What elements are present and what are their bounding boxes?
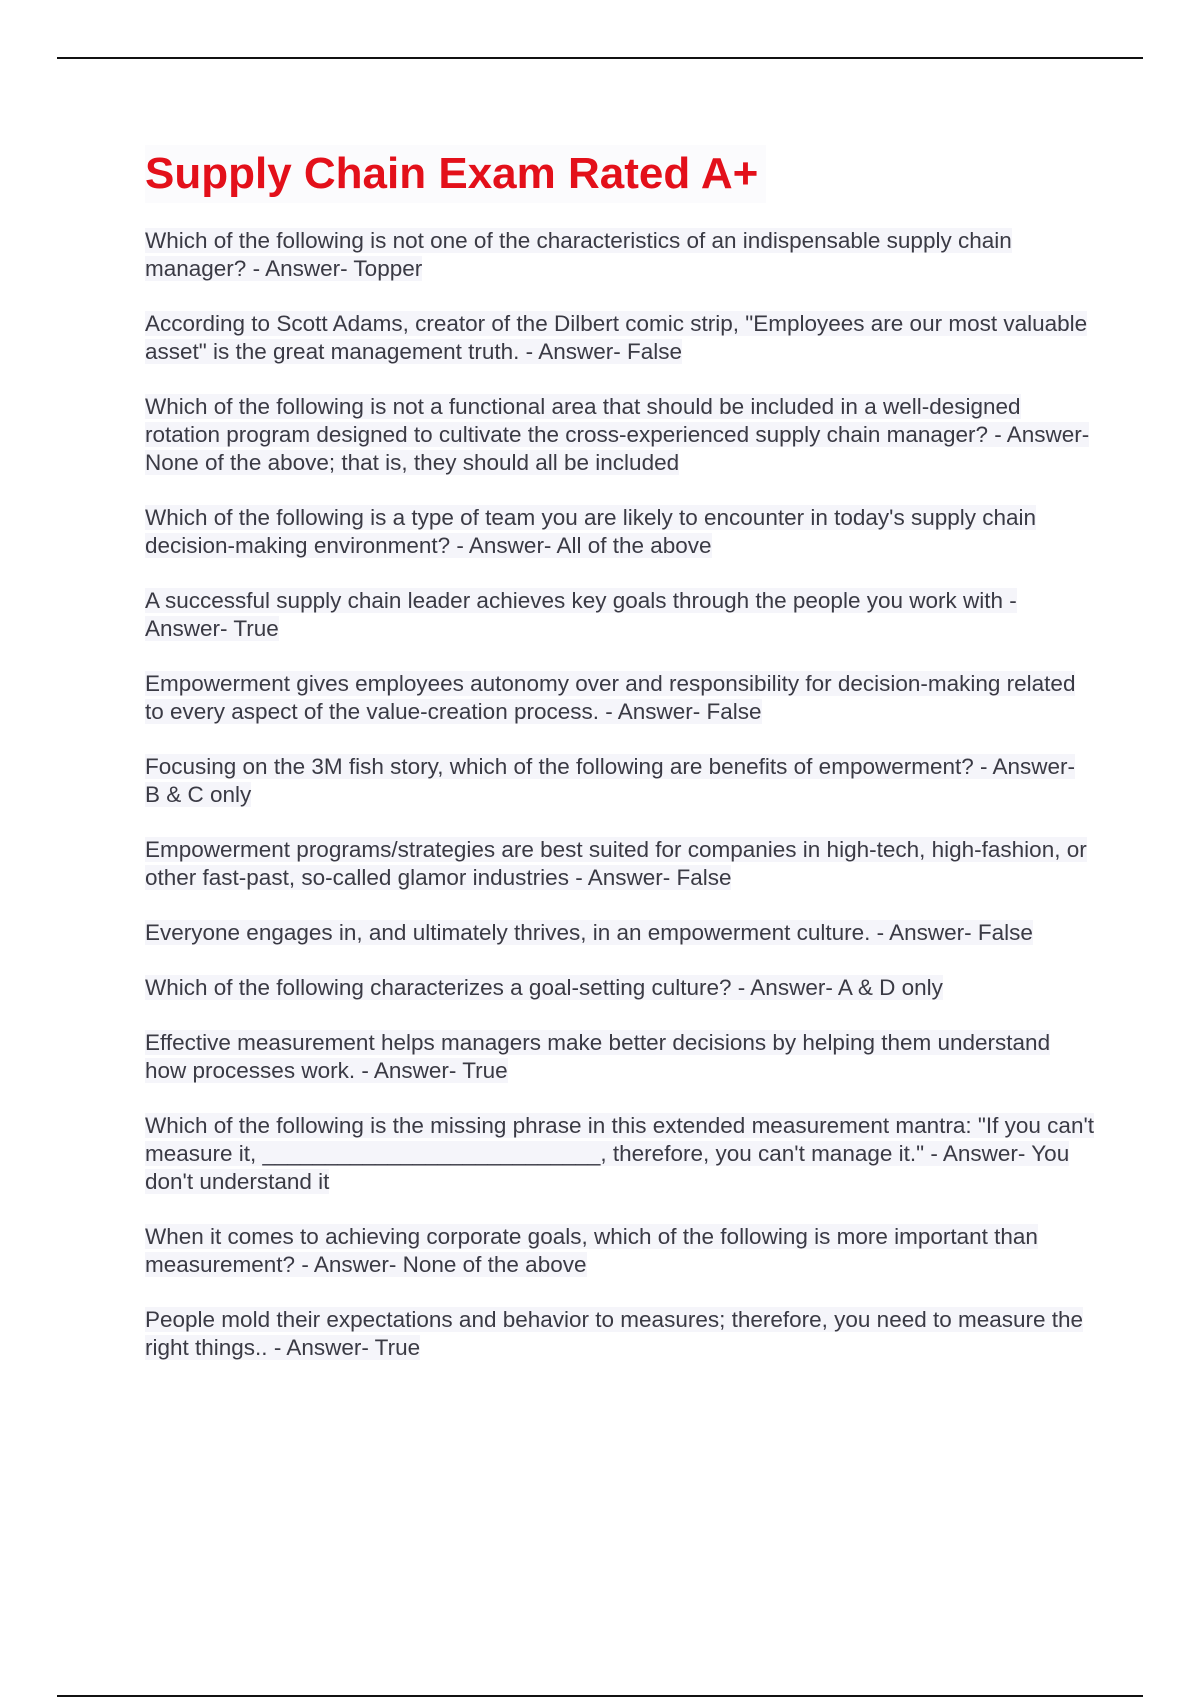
document-title: Supply Chain Exam Rated A+ xyxy=(145,145,766,203)
qa-item: Empowerment programs/strategies are best suited for companies in high-tech, high-fashion, or other fast-past, so-called glamor industries - Answer- False xyxy=(145,837,1087,890)
qa-item: Effective measurement helps managers make better decisions by helping them understand how processes work. - Answer- True xyxy=(145,1030,1051,1083)
qa-item: According to Scott Adams, creator of the Dilbert comic strip, "Employees are our most valuable asset" is the great management truth. - Answer- False xyxy=(145,311,1088,364)
qa-item: People mold their expectations and behavior to measures; therefore, you need to measure the right things.. - Answer- True xyxy=(145,1307,1084,1360)
qa-item: Everyone engages in, and ultimately thrives, in an empowerment culture. - Answer- False xyxy=(145,920,1033,945)
qa-item: Which of the following characterizes a goal-setting culture? - Answer- A & D only xyxy=(145,975,943,1000)
document-body xyxy=(145,145,1095,1389)
qa-item: Which of the following is not one of the characteristics of an indispensable supply chain manager? - Answer- Topper xyxy=(145,228,1012,281)
qa-item: Which of the following is not a functional area that should be included in a well-designed rotation program designed to cultivate the cross-experienced supply chain manager? - Answer- None of the above; that is, they should all be included xyxy=(145,394,1090,475)
qa-item: When it comes to achieving corporate goals, which of the following is more important than measurement? - Answer- None of the above xyxy=(145,1224,1038,1277)
qa-item: Focusing on the 3M fish story, which of the following are benefits of empowerment? - Answer- B & C only xyxy=(145,754,1076,807)
bottom-rule xyxy=(57,1695,1143,1697)
qa-item: Which of the following is the missing phrase in this extended measurement mantra: "If you can't measure it, ___________________________, therefore, you can't manage it." - Answer- You don't understand it xyxy=(145,1113,1094,1194)
top-rule xyxy=(57,57,1143,59)
qa-item: A successful supply chain leader achieves key goals through the people you work with - Answer- True xyxy=(145,588,1017,641)
qa-item: Empowerment gives employees autonomy over and responsibility for decision-making related to every aspect of the value-creation process. - Answer- False xyxy=(145,671,1076,724)
qa-item: Which of the following is a type of team you are likely to encounter in today's supply chain decision-making environment? - Answer- All of the above xyxy=(145,505,1037,558)
